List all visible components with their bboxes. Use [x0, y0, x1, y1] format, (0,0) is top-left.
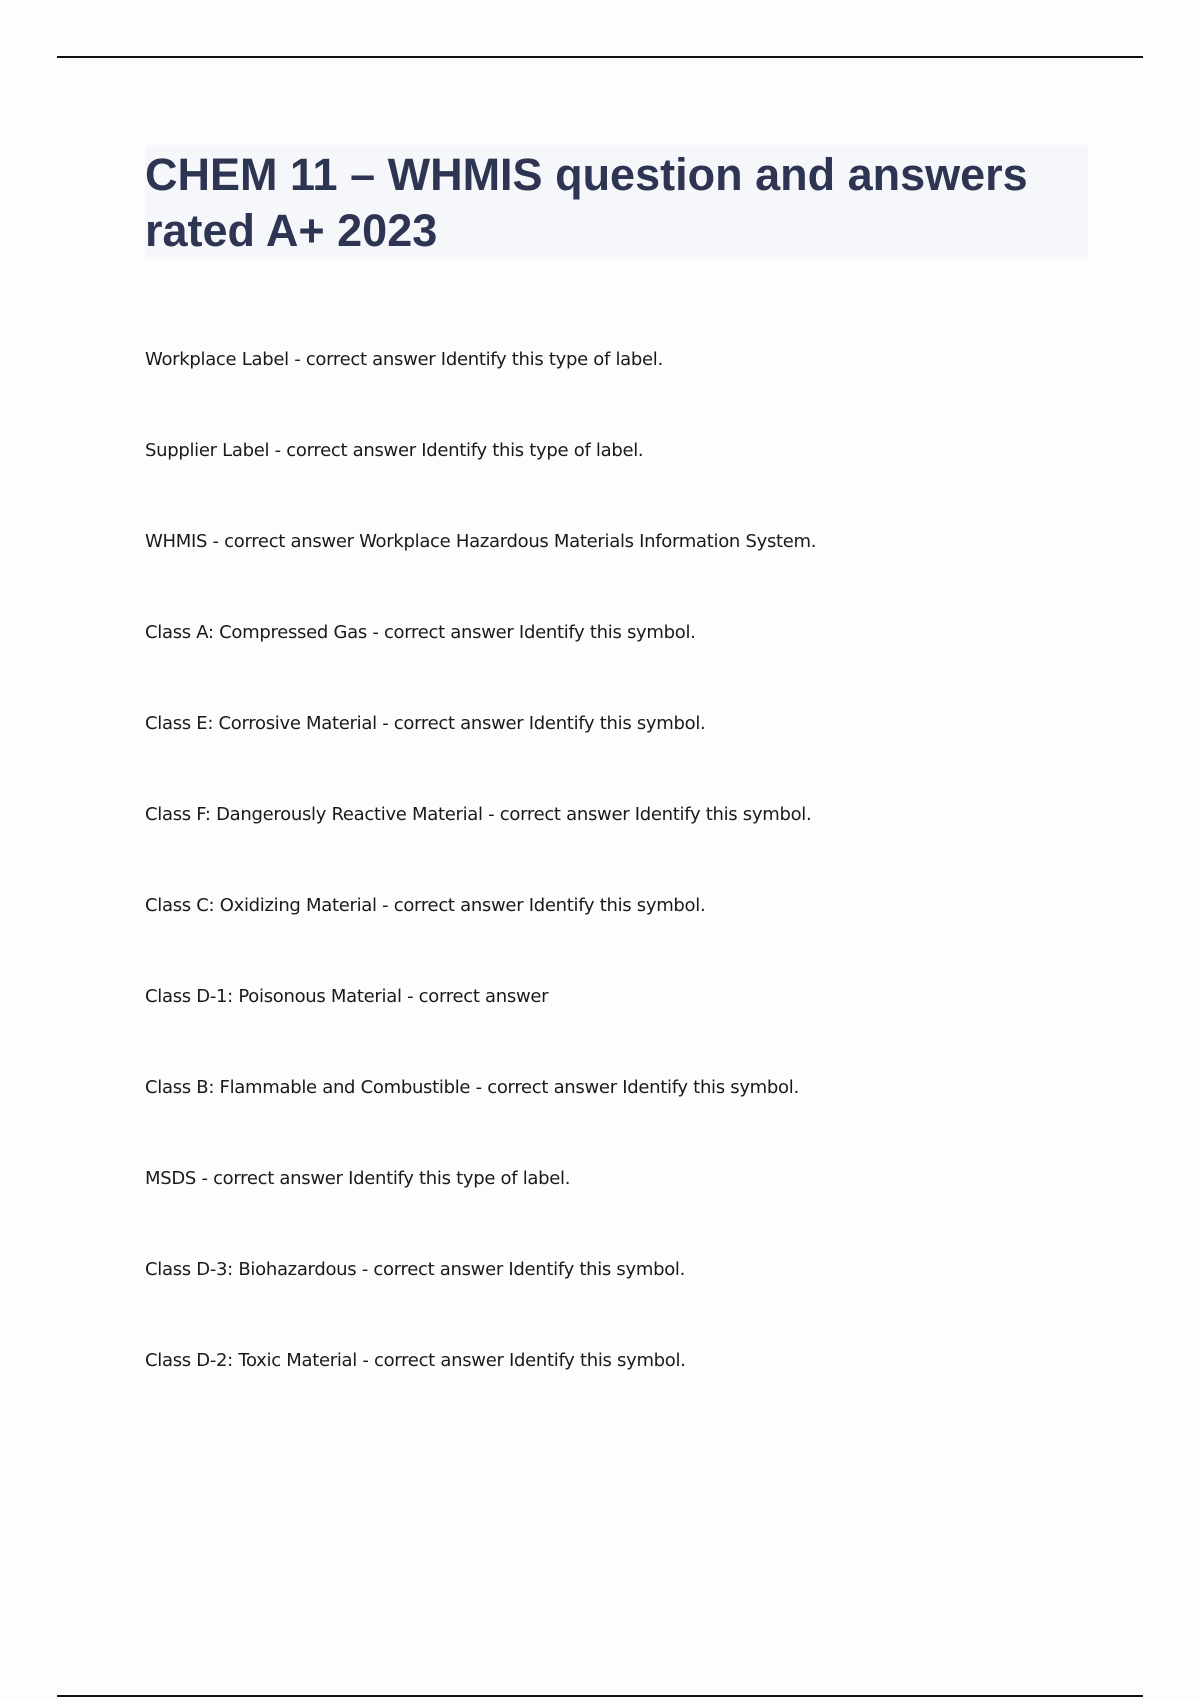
- qa-list: [145, 346, 1085, 1438]
- qa-item: Class C: Oxidizing Material - correct answer Identify this symbol.: [145, 895, 706, 916]
- qa-item: Class A: Compressed Gas - correct answer Identify this symbol.: [145, 622, 696, 643]
- bottom-divider: [57, 1695, 1143, 1697]
- qa-item: Class E: Corrosive Material - correct answer Identify this symbol.: [145, 713, 706, 734]
- document-title: CHEM 11 – WHMIS question and answers rated A+ 2023: [145, 149, 1028, 256]
- qa-item: MSDS - correct answer Identify this type of label.: [145, 1168, 571, 1189]
- title-block: [145, 145, 1088, 257]
- qa-item: Class D-3: Biohazardous - correct answer Identify this symbol.: [145, 1259, 686, 1280]
- qa-item: Class B: Flammable and Combustible - correct answer Identify this symbol.: [145, 1077, 799, 1098]
- qa-item: Workplace Label - correct answer Identify this type of label.: [145, 349, 663, 370]
- qa-item: Class F: Dangerously Reactive Material - correct answer Identify this symbol.: [145, 804, 812, 825]
- qa-item: WHMIS - correct answer Workplace Hazardous Materials Information System.: [145, 531, 817, 552]
- top-divider: [57, 56, 1143, 58]
- qa-item: Class D-1: Poisonous Material - correct answer: [145, 986, 549, 1007]
- qa-item: Class D-2: Toxic Material - correct answer Identify this symbol.: [145, 1350, 686, 1371]
- qa-item: Supplier Label - correct answer Identify this type of label.: [145, 440, 644, 461]
